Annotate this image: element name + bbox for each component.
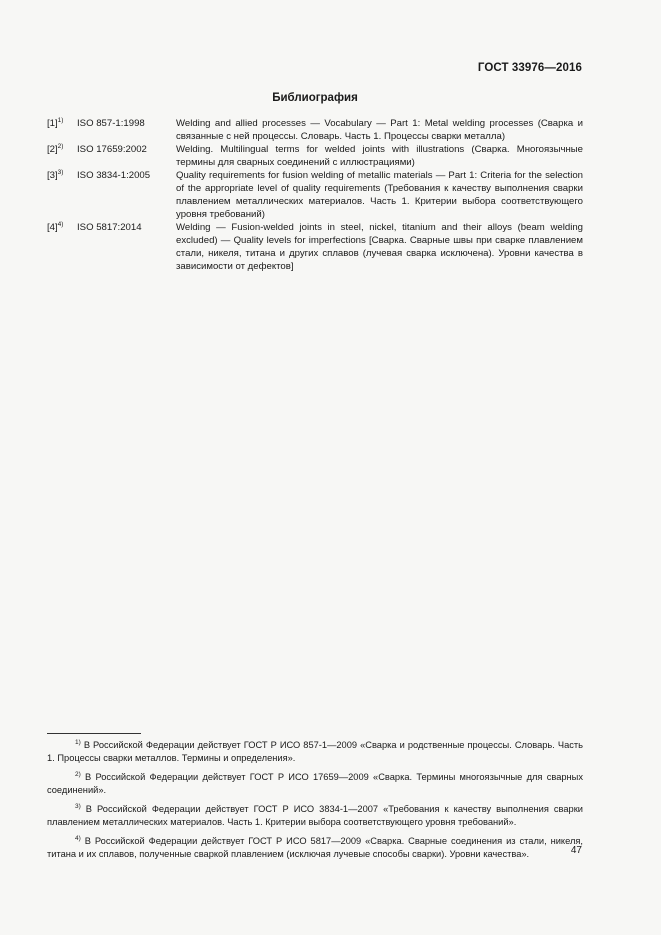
entry-number: $[1]^{1)}$ — [47, 117, 64, 129]
footnote-marker: 2) — [75, 771, 81, 778]
entry-standard: ISO 3834-1:2005 — [77, 170, 151, 181]
entry-number: $[4]^{4)}$ — [47, 221, 64, 233]
footnote-ref: 2) — [57, 143, 64, 150]
entry-number: $[2]^{2)}$ — [47, 143, 64, 155]
entry-number: $[3]^{3)}$ — [47, 169, 64, 181]
entry-title: Quality requirements for fusion welding of metallic materials — Part 1: Criteria for the selection of the appropriate level of quality requirements (Требования к качеству выполнения сварки плавлением металлических материалов. Часть 1. Критерии выбора соответствующего уровня требований) — [176, 170, 583, 220]
bibliography-entry — [47, 169, 583, 221]
footnote-marker: 3) — [75, 803, 81, 810]
footnote-ref: 4) — [57, 221, 64, 228]
footnote-text: В Российской Федерации действует ГОСТ Р ИСО 857-1—2009 «Сварка и родственные процессы. Словарь. Часть 1. Процессы сварки металлов. Термины и определения». — [47, 740, 583, 763]
entry-standard: ISO 857-1:1998 — [77, 118, 145, 129]
footnote-marker: 4) — [75, 835, 81, 842]
bibliography-list — [47, 117, 583, 273]
footnote-ref: 1) — [57, 117, 64, 124]
entry-title: Welding and allied processes — Vocabulary — Part 1: Metal welding processes (Сварка и связанные с ней процессы. Словарь. Часть 1. Процессы сварки металла) — [176, 118, 583, 142]
section-title: Библиография — [272, 92, 358, 104]
footnote — [47, 739, 583, 765]
footnote-text: В Российской Федерации действует ГОСТ Р ИСО 3834-1—2007 «Требования к качеству выполнения сварки плавлением металлических материалов. Часть 1. Критерии выбора соответствующего уровня требований». — [47, 804, 583, 827]
entry-standard: ISO 17659:2002 — [77, 144, 147, 155]
footnote-ref: 3) — [57, 169, 64, 176]
entry-title: Welding — Fusion-welded joints in steel, nickel, titanium and their alloys (beam welding excluded) — Quality levels for imperfections [Сварка. Сварные швы при сварке плавлением стали, никеля, титана и других сплавов (лучевая сварка исключена). Уровни качества в зависимости от дефектов] — [176, 222, 583, 272]
footnote — [47, 803, 583, 829]
entry-title: Welding. Multilingual terms for welded joints with illustrations (Сварка. Многоязычные термины для сварных соединений с иллюстрациями) — [176, 144, 583, 168]
footnote — [47, 771, 583, 797]
footnote-marker: 1) — [75, 739, 81, 746]
page-number: 47 — [570, 845, 582, 856]
footnote-text: В Российской Федерации действует ГОСТ Р ИСО 5817—2009 «Сварка. Сварные соединения из стали, никеля, титана и их сплавов, полученные сваркой плавлением (исключая лучевые способы сварки). Уровни качества». — [47, 836, 583, 859]
footnote-text: В Российской Федерации действует ГОСТ Р ИСО 17659—2009 «Сварка. Термины многоязычные для сварных соединений». — [47, 772, 583, 795]
footnote-divider — [47, 733, 141, 734]
entry-standard: ISO 5817:2014 — [77, 222, 142, 233]
footnotes — [47, 739, 583, 867]
document-code: ГОСТ 33976—2016 — [477, 62, 582, 74]
bibliography-entry — [47, 117, 583, 143]
bibliography-entry — [47, 221, 583, 273]
footnote — [47, 835, 583, 861]
bibliography-entry — [47, 143, 583, 169]
